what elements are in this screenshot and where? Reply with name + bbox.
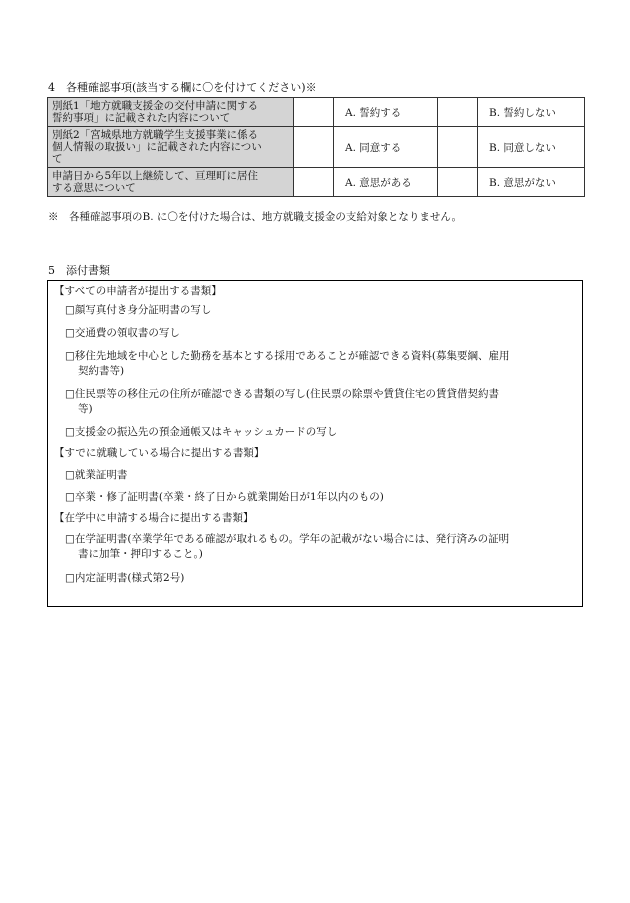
item-text-line: て [52,153,63,165]
confirm-item-pledge [48,98,294,127]
confirm-item-residence [48,168,294,197]
attachment-label-cont: 契約書等) [78,365,125,377]
confirmation-note: ※ 各種確認事項のB. に〇を付けた場合は、地方就職支援金の支給対象となりません。 [48,211,463,223]
attachment-item [65,303,570,318]
attachment-item [65,326,570,341]
option-a-label: A. 意思がある [334,168,438,197]
attachment-label: □就業証明書 [65,469,128,481]
section-5-title: 5 添付書類 [48,264,110,277]
attachment-item [65,387,570,417]
answer-cell-b[interactable] [438,127,478,168]
section-4-title: 4 各種確認事項(該当する欄に〇を付けてください)※ [48,81,317,94]
attachment-label: □在学証明書(卒業学年である確認が取れるもの。学年の記載がない場合には、発行済みの証明 [65,533,510,545]
answer-cell-a[interactable] [294,98,334,127]
attachment-item [65,468,570,483]
table-row [48,98,585,127]
attachment-label: □顔写真付き身分証明書の写し [65,304,212,316]
item-text-line: 誓約事項」に記載された内容について [52,112,231,124]
group-heading-all-applicants: 【すべての申請者が提出する書類】 [54,285,222,297]
item-text-line: 申請日から5年以上継続して、亘理町に居住 [52,170,258,182]
item-text-line: 別紙1「地方就職支援金の交付申請に関する [52,100,259,112]
attachments-box [47,280,583,607]
table-row [48,168,585,197]
answer-cell-b[interactable] [438,98,478,127]
confirm-item-privacy [48,127,294,168]
option-a-label: A. 同意する [334,127,438,168]
group-heading-employed: 【すでに就職している場合に提出する書類】 [54,447,265,459]
attachment-label: □支援金の振込先の預金通帳又はキャッシュカードの写し [65,426,338,438]
item-text-line: する意思について [52,182,136,194]
attachment-label: □住民票等の移住元の住所が確認できる書類の写し(住民票の除票や賃貸住宅の賃貸借契約書 [65,388,500,400]
answer-cell-b[interactable] [438,168,478,197]
attachment-label: □移住先地域を中心とした勤務を基本とする採用であることが確認できる資料(募集要綱、雇用 [65,350,510,362]
item-text-line: 別紙2「宮城県地方就職学生支援事業に係る [52,129,259,141]
attachment-item [65,349,570,379]
attachment-item [65,571,570,586]
attachment-item [65,490,570,505]
attachment-label-cont: 等) [78,403,93,415]
option-b-label: B. 意思がない [478,168,585,197]
answer-cell-a[interactable] [294,168,334,197]
attachment-label-cont: 書に加筆・押印すること。) [78,548,203,560]
item-text-line: 個人情報の取扱い」に記載された内容につい [52,141,262,153]
option-b-label: B. 同意しない [478,127,585,168]
option-b-label: B. 誓約しない [478,98,585,127]
option-a-label: A. 誓約する [334,98,438,127]
table-row [48,127,585,168]
answer-cell-a[interactable] [294,127,334,168]
attachment-item [65,425,570,440]
attachment-label: □内定証明書(様式第2号) [65,572,185,584]
attachment-label: □交通費の領収書の写し [65,327,180,339]
confirmation-table [47,97,585,197]
attachment-label: □卒業・修了証明書(卒業・終了日から就業開始日が1年以内のもの) [65,491,384,503]
group-heading-students: 【在学中に申請する場合に提出する書類】 [54,512,254,524]
attachment-item [65,532,570,562]
